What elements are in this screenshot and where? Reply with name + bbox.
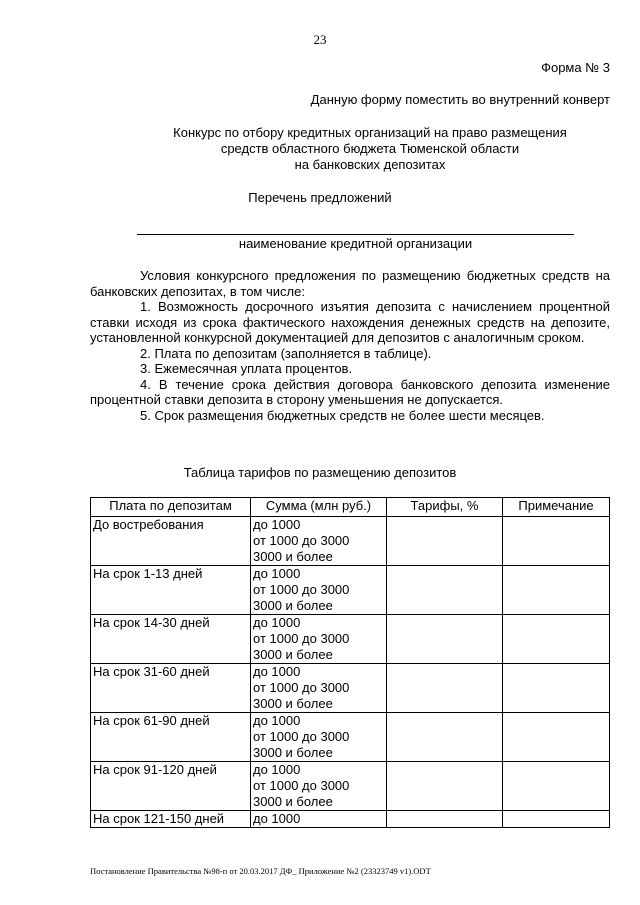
condition-item: 5. Срок размещения бюджетных средств не более шести месяцев. bbox=[140, 407, 545, 423]
tariffs-table bbox=[90, 497, 610, 828]
condition-item: 4. В течение срока действия договора банковского депозита изменение процентной ставки депозита в сторону уменьшения не допускается. bbox=[90, 376, 610, 407]
org-name-line bbox=[137, 234, 574, 235]
amount-range: до 1000 bbox=[253, 566, 301, 581]
org-name-caption: наименование кредитной организации bbox=[238, 236, 473, 251]
amount-range: до 1000 bbox=[253, 811, 301, 826]
column-header: Сумма (млн руб.) bbox=[251, 498, 387, 517]
condition-item: 3. Ежемесячная уплата процентов. bbox=[140, 361, 353, 376]
conditions-intro: Условия конкурсного предложения по размещению бюджетных средств на банковских депозитах, в том числе: bbox=[90, 268, 610, 299]
amount-range: 3000 и более bbox=[253, 549, 333, 564]
amount-range: до 1000 bbox=[253, 762, 301, 777]
amount-cell bbox=[251, 517, 387, 566]
table-row bbox=[91, 713, 610, 762]
amount-range: до 1000 bbox=[253, 615, 301, 630]
table-row bbox=[91, 664, 610, 713]
amount-range: от 1000 до 3000 bbox=[253, 680, 350, 695]
column-header: Примечание bbox=[503, 498, 610, 517]
rate-cell[interactable] bbox=[387, 811, 503, 828]
rate-cell[interactable] bbox=[387, 713, 503, 762]
amount-cell bbox=[251, 566, 387, 615]
contest-title-line: Конкурс по отбору кредитных организаций на право размещения bbox=[173, 125, 567, 140]
table-row bbox=[91, 762, 610, 811]
rate-cell[interactable] bbox=[387, 517, 503, 566]
amount-cell bbox=[251, 713, 387, 762]
table-row bbox=[91, 566, 610, 615]
contest-title bbox=[150, 125, 590, 173]
condition-item: 1. Возможность досрочного изъятия депозита с начислением процентной ставки исходя из срока фактического нахождения денежных средств на депозите, установленной конкурсной документацией для депозитов с аналогичным сроком. bbox=[90, 299, 610, 345]
page-number: 23 bbox=[313, 32, 327, 47]
envelope-instruction: Данную форму поместить во внутренний конверт bbox=[310, 92, 610, 107]
amount-range: от 1000 до 3000 bbox=[253, 582, 350, 597]
amount-range: от 1000 до 3000 bbox=[253, 729, 350, 744]
amount-cell bbox=[251, 615, 387, 664]
condition-item: 2. Плата по депозитам (заполняется в таблице). bbox=[140, 345, 432, 361]
rate-cell[interactable] bbox=[387, 664, 503, 713]
term-cell: На срок 121-150 дней bbox=[91, 811, 251, 828]
rate-cell[interactable] bbox=[387, 762, 503, 811]
rate-cell[interactable] bbox=[387, 566, 503, 615]
form-label: Форма № 3 bbox=[541, 60, 610, 75]
rate-cell[interactable] bbox=[387, 615, 503, 664]
column-header: Плата по депозитам bbox=[91, 498, 251, 517]
contest-title-line: средств областного бюджета Тюменской области bbox=[220, 141, 520, 156]
amount-range: 3000 и более bbox=[253, 745, 333, 760]
amount-range: 3000 и более bbox=[253, 794, 333, 809]
amount-cell bbox=[251, 762, 387, 811]
amount-range: до 1000 bbox=[253, 713, 301, 728]
table-row bbox=[91, 615, 610, 664]
amount-range: от 1000 до 3000 bbox=[253, 631, 350, 646]
amount-range: от 1000 до 3000 bbox=[253, 533, 350, 548]
note-cell[interactable] bbox=[503, 713, 610, 762]
table-row bbox=[91, 517, 610, 566]
note-cell[interactable] bbox=[503, 517, 610, 566]
document-footer: Постановление Правительства №98-п от 20.03.2017 ДФ_ Приложение №2 (23323749 v1).ODT bbox=[90, 866, 431, 876]
conditions-text bbox=[90, 268, 610, 423]
amount-range: 3000 и более bbox=[253, 647, 333, 662]
amount-cell bbox=[251, 664, 387, 713]
note-cell[interactable] bbox=[503, 762, 610, 811]
amount-range: 3000 и более bbox=[253, 598, 333, 613]
column-header: Тарифы, % bbox=[387, 498, 503, 517]
term-cell: На срок 14-30 дней bbox=[91, 615, 251, 664]
table-header-row bbox=[91, 498, 610, 517]
amount-range: от 1000 до 3000 bbox=[253, 778, 350, 793]
contest-title-line: на банковских депозитах bbox=[294, 157, 446, 172]
term-cell: На срок 61-90 дней bbox=[91, 713, 251, 762]
table-title: Таблица тарифов по размещению депозитов bbox=[183, 465, 457, 480]
amount-cell bbox=[251, 811, 387, 828]
term-cell: На срок 1-13 дней bbox=[91, 566, 251, 615]
table-row bbox=[91, 811, 610, 828]
note-cell[interactable] bbox=[503, 566, 610, 615]
list-title: Перечень предложений bbox=[248, 190, 392, 205]
amount-range: до 1000 bbox=[253, 664, 301, 679]
note-cell[interactable] bbox=[503, 615, 610, 664]
term-cell: На срок 31-60 дней bbox=[91, 664, 251, 713]
amount-range: 3000 и более bbox=[253, 696, 333, 711]
note-cell[interactable] bbox=[503, 664, 610, 713]
term-cell: На срок 91-120 дней bbox=[91, 762, 251, 811]
amount-range: до 1000 bbox=[253, 517, 301, 532]
term-cell: До востребования bbox=[91, 517, 251, 566]
note-cell[interactable] bbox=[503, 811, 610, 828]
